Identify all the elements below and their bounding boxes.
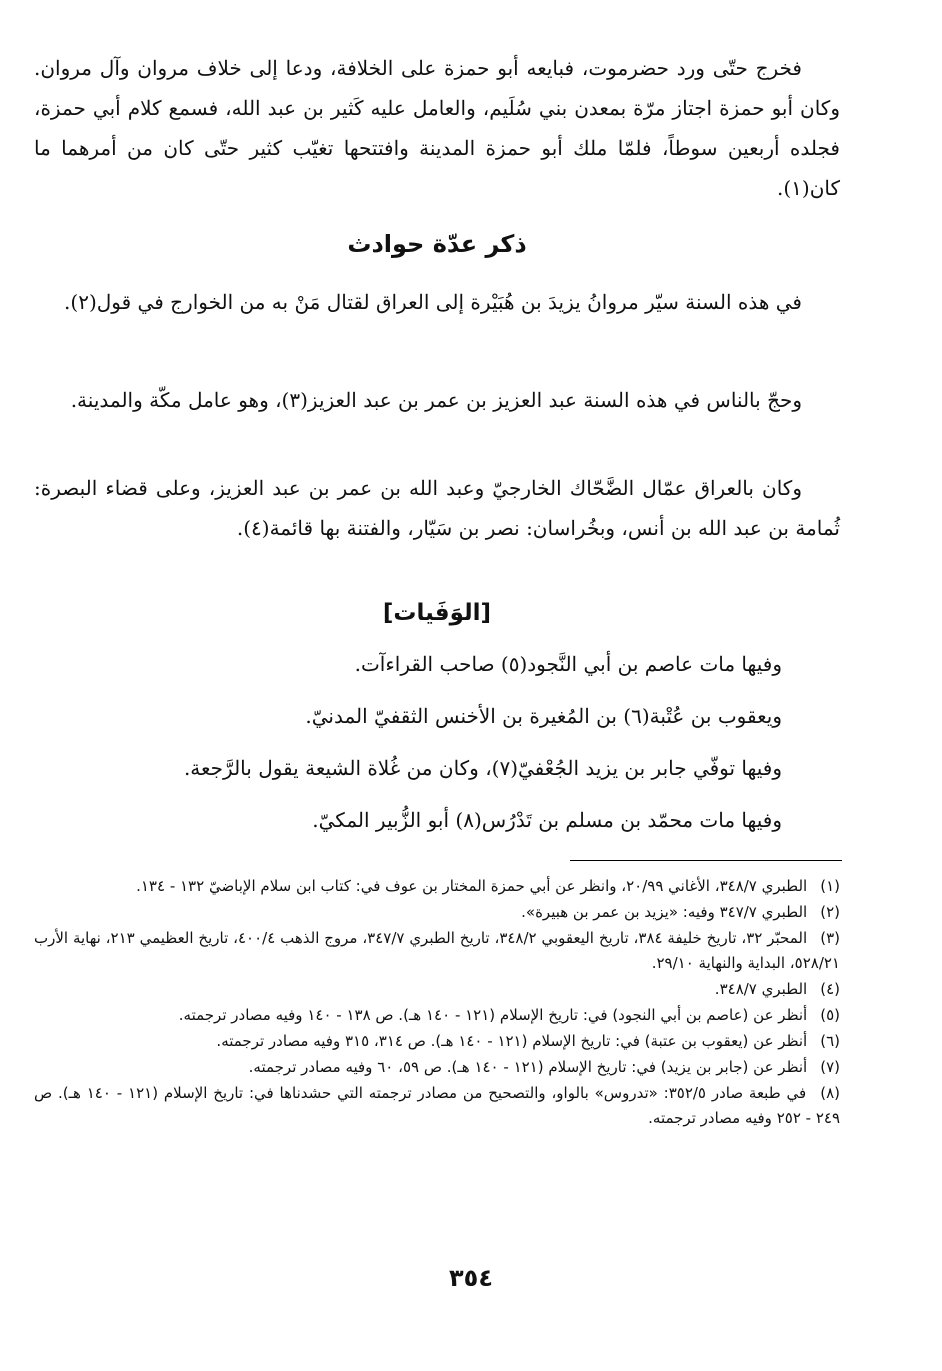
paragraph-yazid: في هذه السنة سيّر مروانُ يزيدَ بن هُبَيْرة إلى العراق لقتال مَنْ به من الخوارج في قول(٢).	[64, 290, 802, 314]
footnote-6	[34, 1029, 840, 1054]
footnote-text: الطبري ٣٤٧/٧ وفيه: «يزيد بن عمر بن هبيرة».	[521, 903, 808, 921]
footnote-5	[34, 1003, 840, 1028]
footnote-number: (٤)	[820, 980, 840, 998]
events-text	[34, 282, 840, 322]
footnote-text: الطبري ٣٤٨/٧، الأغاني ٢٠/٩٩، وانظر عن أبي حمزة المختار بن عوف في: كتاب ابن سلام الإباضيّ ١٣٢ - ١٣٤.	[136, 877, 808, 895]
footnote-3	[34, 926, 840, 976]
page-number: ٣٥٤	[449, 1264, 493, 1292]
footnote-text: أنظر عن (جابر بن يزيد) في: تاريخ الإسلام (١٢١ - ١٤٠ هـ). ص ٥٩، ٦٠ وفيه مصادر ترجمته.	[248, 1058, 808, 1076]
footnote-number: (١)	[820, 877, 840, 895]
main-text-top	[34, 48, 840, 208]
footnote-number: (٧)	[820, 1058, 840, 1076]
footnote-number: (٣)	[820, 929, 840, 947]
hajj-text	[34, 380, 840, 420]
death-entry-jabir: وفيها توفّي جابر بن يزيد الجُعْفيّ(٧)، وكان من غُلاة الشيعة يقول بالرَّجعة.	[183, 756, 782, 780]
footnote-text: الطبري ٣٤٨/٧.	[714, 980, 808, 998]
death-entry-muhammad: وفيها مات محمّد بن مسلم بن تَدْرُس(٨) أبو الزُّبير المكيّ.	[312, 808, 782, 832]
footnote-4	[34, 977, 840, 1002]
paragraph-kharij: فخرج حتّى ورد حضرموت، فبايعه أبو حمزة على الخلافة، ودعا إلى خلاف مروان وآل مروان. وكان أبو حمزة اجتاز مرّة بمعدن بني سُلَيم، والعامل عليه كَثير بن عبد الله، فسمع كلام أبي حمزة، فجلده أربعين سوطاً، فلمّا ملك أبو حمزة المدينة وافتتحها تغيّب كثير حتّى كان من أمرهما ما كان(١).	[34, 56, 840, 200]
footnote-8	[34, 1081, 840, 1131]
footnotes	[34, 874, 840, 1132]
footnote-text: في طبعة صادر ٣٥٢/٥: «تدروس» بالواو، والتصحيح من مصادر ترجمته التي حشدناها في: تاريخ الإسلام (١٢١ - ١٤٠ هـ). ص ٢٤٩ - ٢٥٢ وفيه مصادر ترجمته.	[34, 1084, 840, 1127]
death-entry-asim: وفيها مات عاصم بن أبي النَّجود(٥) صاحب القراءآت.	[354, 652, 782, 676]
iraq-text	[34, 468, 840, 548]
footnote-2	[34, 900, 840, 925]
footnote-number: (٥)	[820, 1006, 840, 1024]
footnote-number: (٨)	[820, 1084, 840, 1102]
footnote-separator	[570, 860, 842, 861]
death-entry-yaqub: ويعقوب بن عُتْبة(٦) بن المُغيرة بن الأخنس الثقفيّ المدنيّ.	[305, 704, 782, 728]
footnote-text: المحبّر ٣٢، تاريخ خليفة ٣٨٤، تاريخ اليعقوبي ٣٤٨/٢، تاريخ الطبري ٣٤٧/٧، مروج الذهب ٤٠٠/٤، تاريخ العظيمي ٢١٣، نهاية الأرب ٥٢٨/٢١، البداية والنهاية ٢٩/١٠.	[34, 929, 840, 972]
footnote-text: أنظر عن (يعقوب بن عتبة) في: تاريخ الإسلام (١٢١ - ١٤٠ هـ). ص ٣١٤، ٣١٥ وفيه مصادر ترجمته.	[216, 1032, 808, 1050]
footnote-number: (٢)	[820, 903, 840, 921]
section-heading-events: ذكر عدّة حوادث	[347, 230, 527, 258]
section-heading-deaths: [الوَفَيات]	[382, 600, 492, 626]
paragraph-hajj: وحجّ بالناس في هذه السنة عبد العزيز بن عمر بن عبد العزيز(٣)، وهو عامل مكّة والمدينة.	[70, 388, 802, 412]
paragraph-iraq: وكان بالعراق عمّال الضَّحّاك الخارجيّ وعبد الله بن عمر بن عبد العزيز، وعلى قضاء البصرة: ثُمامة بن عبد الله بن أنس، وبخُراسان: نصر بن سَيّار، والفتنة بها قائمة(٤).	[34, 476, 840, 540]
footnote-1	[34, 874, 840, 899]
footnote-7	[34, 1055, 840, 1080]
footnote-text: أنظر عن (عاصم بن أبي النجود) في: تاريخ الإسلام (١٢١ - ١٤٠ هـ). ص ١٣٨ - ١٤٠ وفيه مصادر ترجمته.	[178, 1006, 808, 1024]
footnote-number: (٦)	[820, 1032, 840, 1050]
